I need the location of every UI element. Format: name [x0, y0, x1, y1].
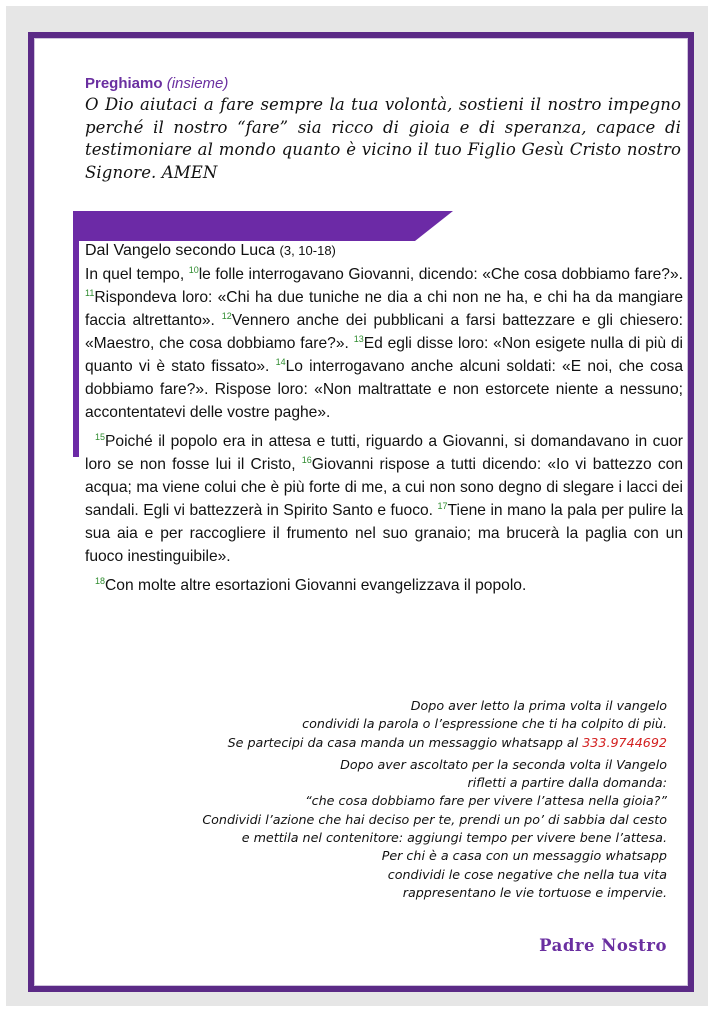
gospel-header-band — [73, 211, 453, 241]
verse-number: 11 — [85, 287, 95, 298]
instruction-line: rappresentano le vie tortuose e impervie. — [402, 884, 667, 900]
instruction-line: Condividi l’azione che hai deciso per te, prendi un po’ di sabbia dal cesto — [202, 811, 667, 827]
gospel-text-segment: Tiene in mano la pala per pulire la sua aia e per raccogliere il frumento nel suo granaio; ma brucerà la paglia con un fuoco inestinguibile». — [85, 502, 683, 565]
instruction-line: condividi le cose negative che nella tua vita — [387, 866, 667, 882]
gospel-paragraph — [85, 263, 683, 424]
instruction-line: e mettila nel contenitore: aggiungi tempo per vivere bene l’attesa. — [241, 830, 667, 846]
page-content — [34, 38, 688, 986]
prayer-subtitle: (insieme) — [166, 75, 229, 92]
gospel-text — [85, 263, 683, 597]
instruction-line — [87, 734, 667, 752]
instruction-whatsapp-text: Se partecipi da casa manda un messaggio whatsapp al — [227, 734, 583, 750]
gospel-paragraph — [85, 574, 683, 597]
gospel-text-segment: Ed egli disse loro: «Non esigete nulla di più di quanto vi è stato fissato». — [85, 335, 683, 375]
prayer-title: Preghiamo — [85, 75, 163, 92]
phone-number: 333.9744692 — [582, 734, 667, 750]
verse-number: 18 — [95, 575, 106, 586]
gospel-heading — [85, 242, 683, 260]
instruction-line: rifletti a partire dalla domanda: — [467, 775, 667, 791]
verse-number: 12 — [221, 310, 232, 321]
gospel-text-segment: Lo interrogavano anche alcuni soldati: «E noi, che cosa dobbiamo fare?». Rispose loro: «Non maltrattate e non estorcete niente a nessuno; accontentatevi delle vostre paghe». — [85, 358, 684, 421]
gospel-text-segment: Giovanni rispose a tutti dicendo: «Io vi battezzo con acqua; ma viene colui che è più forte di me, a cui non sono degno di slegare i lacci dei sandali. Egli vi battezzerà in Spirito Santo e fuoco. — [85, 456, 684, 519]
verse-number: 10 — [188, 264, 199, 275]
instructions-second-reading — [87, 756, 667, 902]
prayer-text: O Dio aiutaci a fare sempre la tua volontà, sostieni il nostro impegno perché il nostro “fare” sia ricco di gioia e di speranza, capace di testimoniare al mondo quanto è vicino il tuo Figlio Gesù Cristo nostro Signore. AMEN — [85, 95, 681, 182]
verse-number: 13 — [353, 333, 364, 344]
gospel-text-segment: Vennero anche dei pubblicani a farsi battezzare e gli chiesero: «Maestro, che cosa dobbiamo fare?». — [85, 312, 683, 352]
gospel-text-segment: Rispondeva loro: «Chi ha due tuniche ne dia a chi non ne ha, e chi ha da mangiare faccia altrettanto». — [85, 289, 683, 329]
instructions — [87, 697, 667, 906]
verse-number: 17 — [437, 500, 448, 511]
gospel-paragraph — [85, 430, 683, 568]
gospel-text-segment: Poiché il popolo era in attesa e tutti, riguardo a Giovanni, si domandavano in cuor loro se non fosse lui il Cristo, — [85, 433, 683, 473]
gospel-reference: (3, 10-18) — [279, 243, 336, 258]
instruction-line: Per chi è a casa con un messaggio whatsapp — [381, 848, 667, 864]
gospel-text-segment: In quel tempo, — [85, 266, 189, 283]
prayer-section — [85, 75, 681, 184]
verse-number: 15 — [95, 431, 106, 442]
page-frame — [28, 32, 694, 992]
gospel-title: Dal Vangelo secondo Luca — [85, 242, 276, 259]
instruction-line: condividi la parola o l’espressione che ti ha colpito di più. — [302, 716, 667, 732]
verse-number: 16 — [301, 454, 312, 465]
gospel-section — [85, 242, 683, 599]
gospel-text-segment: le folle interrogavano Giovanni, dicendo: «Che cosa dobbiamo fare?». — [198, 266, 683, 283]
gospel-side-bar — [73, 211, 79, 457]
instruction-line: Dopo aver letto la prima volta il vangelo — [410, 698, 667, 713]
verse-number: 14 — [275, 356, 286, 367]
instructions-first-reading — [87, 697, 667, 752]
signoff-padre-nostro: Padre Nostro — [539, 936, 667, 955]
instruction-line: Dopo aver ascoltato per la seconda volta il Vangelo — [340, 756, 667, 772]
gospel-text-segment: Con molte altre esortazioni Giovanni evangelizzava il popolo. — [105, 577, 527, 594]
instruction-line: “che cosa dobbiamo fare per vivere l’attesa nella gioia?” — [305, 793, 667, 809]
prayer-heading — [85, 75, 681, 92]
